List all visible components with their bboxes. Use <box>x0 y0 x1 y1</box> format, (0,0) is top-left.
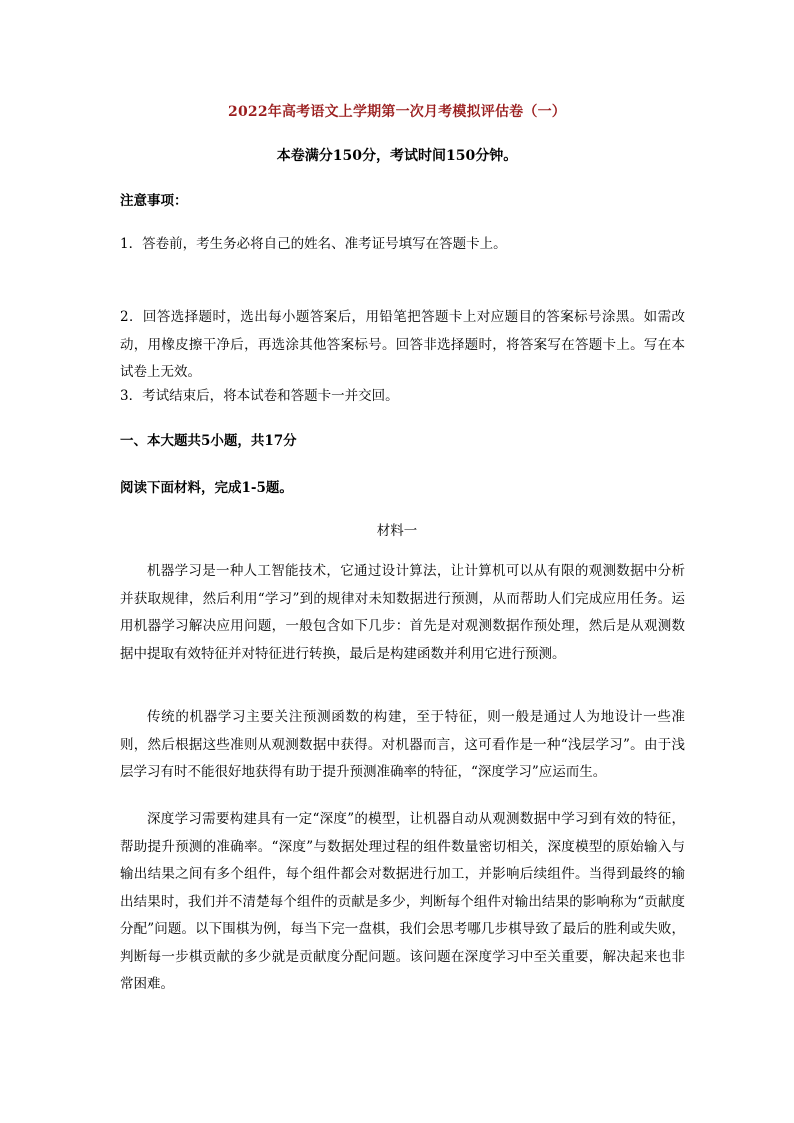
exam-subtitle: 本卷满分150分，考试时间150分钟。 <box>276 148 518 164</box>
notice-heading: 注意事项： <box>120 193 188 209</box>
notice-item-1: 1．答卷前，考生务必将自己的姓名、准考证号填写在答题卡上。 <box>120 236 507 252</box>
reading-instruction: 阅读下面材料，完成1-5题。 <box>120 480 293 496</box>
notice-item-2: 2．回答选择题时，选出每小题答案后，用铅笔把答题卡上对应题目的答案标号涂黑。如需改动，用橡皮擦干净后，再选涂其他答案标号。回答非选择题时，将答案写在答题卡上。写在本试卷上无效。 <box>120 309 685 380</box>
paragraph-3: 深度学习需要构建具有一定“深度”的模型，让机器自动从观测数据中学习到有效的特征，帮助提升预测的准确率。“深度”与数据处理过程的组件数量密切相关，深度模型的原始输入与输出结果之间有多个组件，每个组件都会对数据进行加工，并影响后续组件。当得到最终的输出结果时，我们并不清楚每个组件的贡献是多少，判断每个组件对输出结果的影响称为“贡献度分配”问题。以下围棋为例，每当下完一盘棋，我们会思考哪几步棋导致了最后的胜利或失败，判断每一步棋贡献的多少就是贡献度分配问题。该问题在深度学习中至关重要，解决起来也非常困难。 <box>120 811 685 992</box>
section-heading: 一、本大题共5小题，共17分 <box>120 433 297 449</box>
paragraph-1: 机器学习是一种人工智能技术，它通过设计算法，让计算机可以从有限的观测数据中分析并获取规律，然后利用“学习”到的规律对未知数据进行预测，从而帮助人们完成应用任务。运用机器学习解决应用问题，一般包含如下几步：首先是对观测数据作预处理，然后是从观测数据中提取有效特征并对特征进行转换，最后是构建函数并利用它进行预测。 <box>120 563 685 662</box>
exam-title: 2022年高考语文上学期第一次月考模拟评估卷（一） <box>228 104 566 120</box>
paragraph-2: 传统的机器学习主要关注预测函数的构建，至于特征，则一般是通过人为地设计一些准则，然后根据这些准则从观测数据中获得。对机器而言，这可看作是一种“浅层学习”。由于浅层学习有时不能很好地获得有助于提升预测准确率的特征，“深度学习”应运而生。 <box>120 709 685 780</box>
material-title: 材料一 <box>376 523 418 539</box>
notice-item-3: 3．考试结束后，将本试卷和答题卡一并交回。 <box>120 388 399 404</box>
